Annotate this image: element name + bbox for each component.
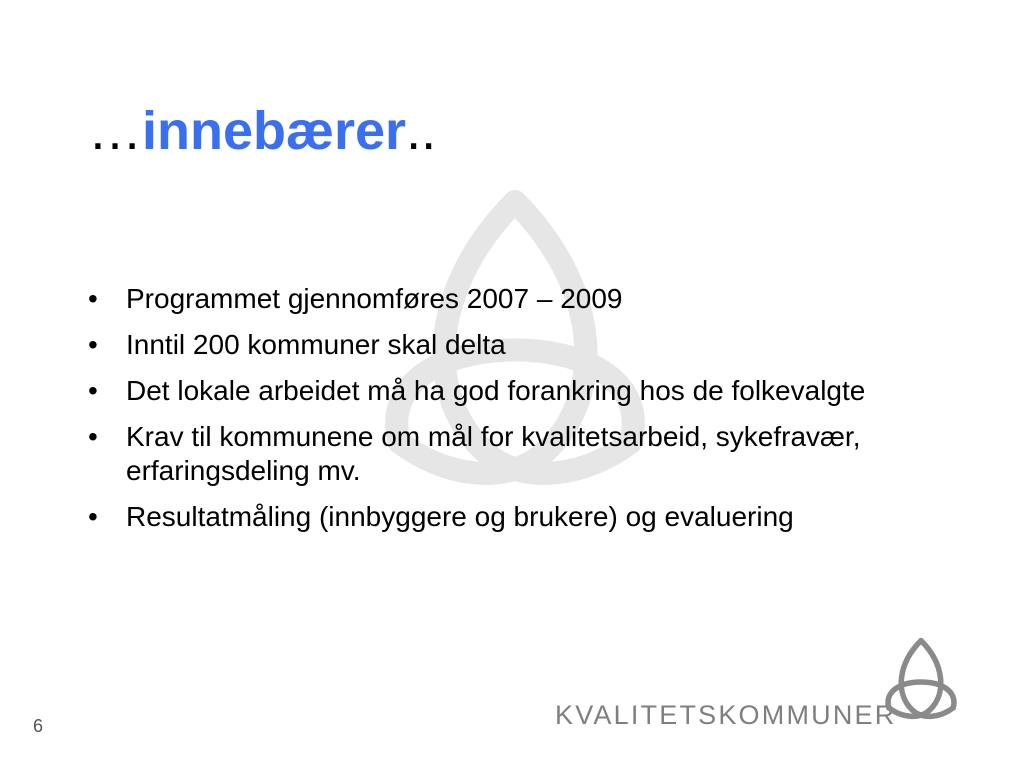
bullet-marker: • bbox=[88, 329, 98, 360]
bullet-item bbox=[88, 282, 888, 316]
bullet-item bbox=[88, 328, 888, 362]
title-highlight: innebærer bbox=[142, 101, 407, 161]
title-prefix: … bbox=[88, 101, 142, 161]
title-suffix: .. bbox=[406, 101, 437, 161]
bullet-list bbox=[88, 282, 888, 546]
bullet-marker: • bbox=[88, 421, 98, 452]
bullet-text: Inntil 200 kommuner skal delta bbox=[126, 329, 506, 360]
bullet-marker: • bbox=[88, 283, 98, 314]
bullet-text: Resultatmåling (innbyggere og brukere) og evaluering bbox=[126, 501, 794, 532]
bullet-item bbox=[88, 374, 888, 408]
bullet-text: Det lokale arbeidet må ha god forankring hos de folkevalgte bbox=[126, 375, 866, 406]
slide-title bbox=[88, 101, 437, 161]
bullet-marker: • bbox=[88, 375, 98, 406]
bullet-text: Programmet gjennomføres 2007 – 2009 bbox=[126, 283, 623, 314]
bullet-text: Krav til kommunene om mål for kvalitetsarbeid, sykefravær, erfaringsdeling mv. bbox=[126, 421, 861, 486]
brand-wordmark: KVALITETSKOMMUNER bbox=[555, 700, 897, 730]
trinity-knot-icon bbox=[868, 636, 974, 728]
bullet-marker: • bbox=[88, 501, 98, 532]
bullet-item bbox=[88, 500, 888, 534]
page-number: 6 bbox=[33, 716, 44, 736]
bullet-item bbox=[88, 420, 888, 488]
